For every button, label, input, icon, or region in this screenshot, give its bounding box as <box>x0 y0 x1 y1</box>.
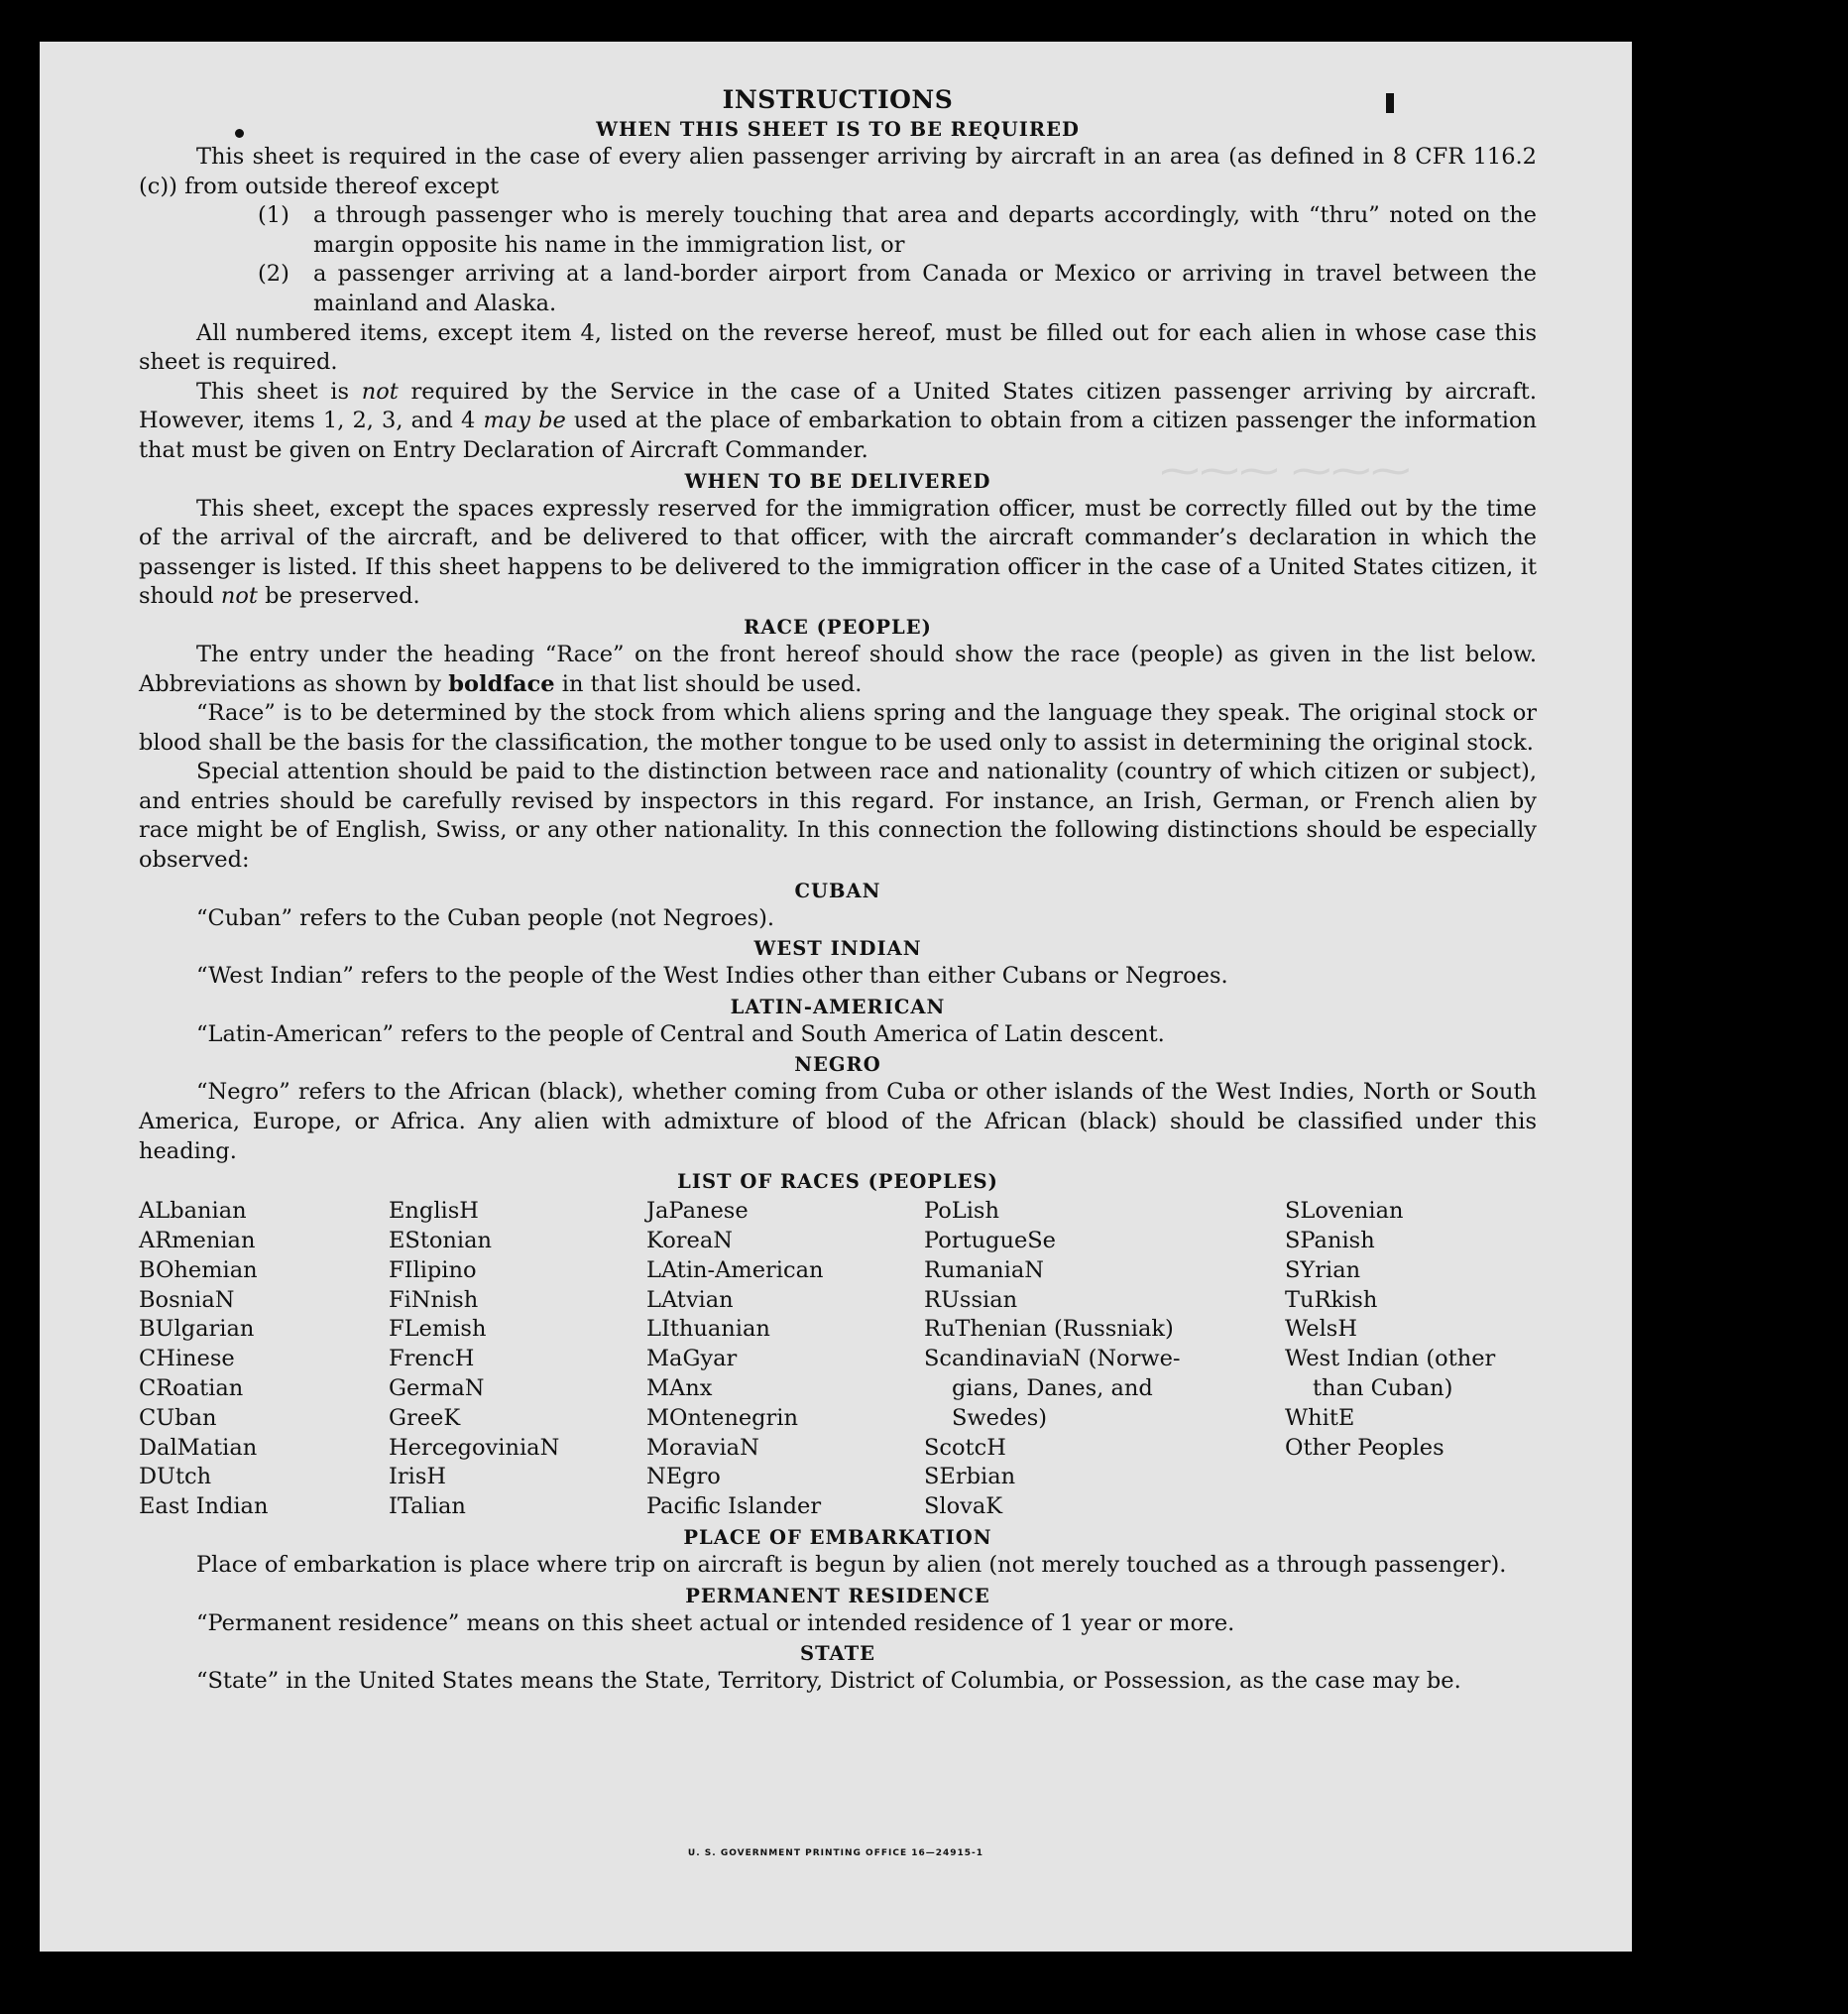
item-number: (1) <box>258 202 289 229</box>
race-entry: LAtvian <box>646 1286 734 1313</box>
races-column-5-bottom <box>1285 1404 1543 1464</box>
race-entry: MoraviaN <box>646 1434 759 1461</box>
race-entry: WhitE <box>1285 1404 1355 1431</box>
race-entry: GermaN <box>389 1375 485 1401</box>
definition-cuban: “Cuban” refers to the Cuban people (not Negroes). <box>196 904 775 931</box>
bleed-through-handwriting: ⁓⁓⁓ ⁓⁓⁓ <box>1160 448 1411 494</box>
paragraph-numbered-items: All numbered items, except item 4, listed on the reverse hereof, must be filled out for each alien in whose case this sheet is required. <box>139 319 1537 376</box>
races-column-4 <box>924 1197 1285 1522</box>
race-entry: HercegoviniaN <box>389 1434 560 1461</box>
race-entry: GreeK <box>389 1404 461 1431</box>
race-entry: ScandinaviaN (Norwe- <box>924 1346 1181 1372</box>
races-column-2 <box>389 1197 646 1522</box>
race-entry: RUssian <box>924 1286 1018 1313</box>
heading-place-of-embarkation: PLACE OF EMBARKATION <box>683 1525 992 1549</box>
races-list <box>139 1197 1537 1522</box>
race-entry: EStonian <box>389 1228 493 1254</box>
races-column-5-top <box>1285 1197 1543 1345</box>
race-entry: IrisH <box>389 1464 447 1490</box>
race-entry: FiNnish <box>389 1286 479 1313</box>
heading-permanent-residence: PERMANENT RESIDENCE <box>685 1584 990 1607</box>
heading-cuban: CUBAN <box>794 879 881 902</box>
paragraph-citizen-passenger: This sheet is not required by the Service in the case of a United States citizen passenger arriving by aircraft. However, items 1, 2, 3, and 4 may be used at the place of embarkation to obtain from a citizen passenger the information that must be given on Entry Declaration of Aircraft Commander. <box>139 378 1538 463</box>
race-entry-continued: than Cuban) <box>1313 1375 1453 1401</box>
definition-west-indian: “West Indian” refers to the people of the West Indies other than either Cubans or Negroes. <box>196 963 1228 990</box>
race-entry: East Indian <box>139 1493 269 1520</box>
race-entry: KoreaN <box>646 1228 733 1254</box>
race-entry: Other Peoples <box>1285 1434 1444 1461</box>
heading-west-indian: WEST INDIAN <box>753 937 922 961</box>
definition-permanent-residence: “Permanent residence” means on this sheet actual or intended residence of 1 year or more. <box>196 1609 1235 1636</box>
paragraph-race-entry: The entry under the heading “Race” on the front hereof should show the race (people) as given in the list below. Abbreviations as shown by boldface in that list should be used. <box>139 641 1537 697</box>
race-entry: FIlipino <box>389 1256 477 1283</box>
race-entry: DalMatian <box>139 1434 258 1461</box>
race-entry: SlovaK <box>924 1493 1003 1520</box>
heading-when-required: WHEN THIS SHEET IS TO BE REQUIRED <box>596 118 1080 141</box>
definition-negro: “Negro” refers to the African (black), whether coming from Cuba or other islands of the West Indies, North or South America, Europe, or Africa. Any alien with admixture of blood of the African (black) should be classified under this heading. <box>139 1079 1537 1164</box>
race-entry: BosniaN <box>139 1286 235 1313</box>
race-entry: PoLish <box>924 1198 999 1225</box>
paragraph-race-nationality: Special attention should be paid to the distinction between race and nationality (country of which citizen or subject), and entries should be carefully revised by inspectors in this regard. For instance, an Irish, German, or French alien by race might be of English, Swiss, or any other nationality. In this connection the following distinctions should be especially observed: <box>139 759 1537 874</box>
ink-mark <box>235 129 244 138</box>
heading-when-delivered: WHEN TO BE DELIVERED <box>684 469 991 493</box>
races-column-3 <box>646 1197 924 1522</box>
race-entry: EnglisH <box>389 1198 479 1225</box>
race-entry: SErbian <box>924 1464 1016 1490</box>
race-entry: FrencH <box>389 1346 475 1372</box>
race-entry: JaPanese <box>646 1198 749 1225</box>
paragraph-race-definition: “Race” is to be determined by the stock from which aliens spring and the language they speak. The original stock or blood shall be the basis for the classification, the mother tongue to be used only to assist in determining the original stock. <box>139 700 1537 756</box>
heading-negro: NEGRO <box>794 1053 881 1077</box>
definition-latin-american: “Latin-American” refers to the people of Central and South America of Latin descent. <box>196 1020 1165 1047</box>
race-entry: SLovenian <box>1285 1198 1404 1225</box>
exception-item-1 <box>139 201 1537 260</box>
race-entry: LAtin-American <box>646 1256 824 1283</box>
race-entry: TuRkish <box>1285 1286 1378 1313</box>
race-entry: MAnx <box>646 1375 713 1401</box>
race-entry-continued: gians, Danes, and <box>952 1375 1153 1401</box>
race-entry: DUtch <box>139 1464 212 1490</box>
heading-state: STATE <box>800 1642 875 1666</box>
race-entry: CUban <box>139 1404 217 1431</box>
paragraph-required-intro: This sheet is required in the case of every alien passenger arriving by aircraft in an area (as defined in 8 CFR 116.2 (c)) from outside thereof except <box>139 144 1537 199</box>
definition-embarkation: Place of embarkation is place where trip on aircraft is begun by alien (not merely touched as a through passenger). <box>196 1551 1507 1578</box>
definition-state: “State” in the United States means the State, Territory, District of Columbia, or Possession, as the case may be. <box>196 1668 1461 1695</box>
race-entry: BUlgarian <box>139 1316 255 1343</box>
race-entry: ScotcH <box>924 1434 1006 1461</box>
page-title: INSTRUCTIONS <box>722 85 954 114</box>
race-entry: FLemish <box>389 1316 487 1343</box>
race-entry: BOhemian <box>139 1256 258 1283</box>
heading-race: RACE (PEOPLE) <box>744 615 932 639</box>
printing-office-imprint: U. S. GOVERNMENT PRINTING OFFICE 16—24915-1 <box>687 1848 984 1858</box>
races-column-5 <box>1285 1197 1543 1522</box>
races-column-1 <box>139 1197 389 1522</box>
document-page <box>40 42 1632 1952</box>
heading-latin-american: LATIN-AMERICAN <box>730 995 946 1018</box>
race-entry: ALbanian <box>139 1198 247 1225</box>
race-entry: Pacific Islander <box>646 1493 822 1520</box>
race-entry: LIthuanian <box>646 1316 770 1343</box>
races-column-4-bottom <box>924 1434 1285 1522</box>
ink-mark <box>1386 93 1394 113</box>
race-entry: CRoatian <box>139 1375 244 1401</box>
race-entry-continued: Swedes) <box>952 1404 1048 1431</box>
race-entry: MaGyar <box>646 1346 738 1372</box>
race-entry: ARmenian <box>139 1228 256 1254</box>
race-entry: RumaniaN <box>924 1256 1044 1283</box>
race-entry: SPanish <box>1285 1228 1375 1254</box>
heading-list-of-races: LIST OF RACES (PEOPLES) <box>677 1170 998 1194</box>
exception-item-2 <box>139 260 1537 318</box>
race-entry: RuThenian (Russniak) <box>924 1316 1174 1343</box>
race-entry: ITalian <box>389 1493 466 1520</box>
race-entry: CHinese <box>139 1346 235 1372</box>
item-text: a passenger arriving at a land-border airport from Canada or Mexico or arriving in travel between the mainland and Alaska. <box>313 261 1537 316</box>
race-entry: WelsH <box>1285 1316 1357 1343</box>
paragraph-delivery: This sheet, except the spaces expressly reserved for the immigration officer, must be correctly filled out by the time of the arrival of the aircraft, and be delivered to that officer, with the aircraft commander’s declaration in which the passenger is listed. If this sheet happens to be delivered to the immigration officer in the case of a United States citizen, it should not be preserved. <box>139 495 1537 610</box>
race-entry: NEgro <box>646 1464 721 1490</box>
race-entry: PortugueSe <box>924 1228 1057 1254</box>
item-text: a through passenger who is merely touching that area and departs accordingly, with “thru” noted on the margin opposite his name in the immigration list, or <box>313 202 1537 258</box>
race-entry: West Indian (other <box>1285 1346 1496 1372</box>
races-column-4-top <box>924 1197 1285 1345</box>
race-entry: MOntenegrin <box>646 1404 798 1431</box>
race-entry: SYrian <box>1285 1256 1361 1283</box>
item-number: (2) <box>258 261 289 288</box>
